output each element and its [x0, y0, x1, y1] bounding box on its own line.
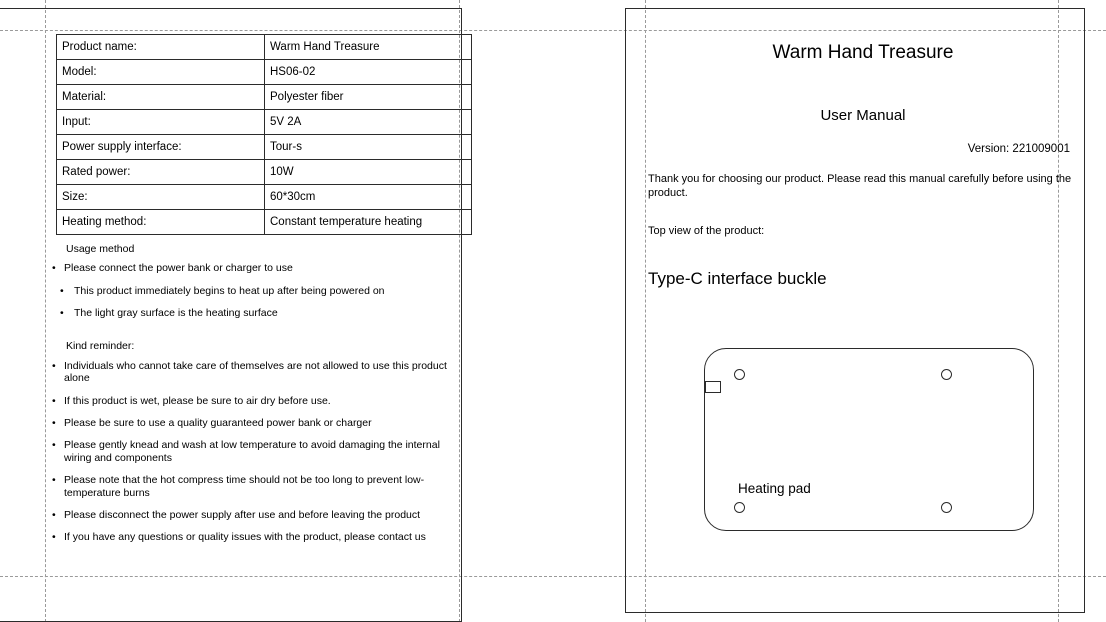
bullet-icon: • — [60, 284, 64, 297]
spec-key: Heating method: — [57, 210, 265, 235]
spec-value: Warm Hand Treasure — [265, 35, 472, 60]
usage-title: Usage method — [66, 243, 135, 255]
top-view-label: Top view of the product: — [648, 225, 765, 237]
usage-item-text: Please connect the power bank or charger to use — [64, 262, 293, 275]
type-c-interface-label: Type-C interface buckle — [648, 269, 827, 288]
spec-value: HS06-02 — [265, 60, 472, 85]
version-label: Version: 221009001 — [967, 143, 1070, 155]
bullet-icon: • — [52, 531, 56, 544]
pad-hole-icon — [941, 369, 952, 380]
spec-key: Product name: — [57, 35, 265, 60]
bullet-icon: • — [52, 262, 56, 275]
reminder-item-text: Please note that the hot compress time should not be too long to prevent low-temperature burns — [64, 474, 425, 499]
reminder-item-text: If you have any questions or quality issues with the product, please contact us — [64, 531, 426, 544]
spec-key: Model: — [57, 60, 265, 85]
spec-value: Tour-s — [265, 135, 472, 160]
reminder-item-text: If this product is wet, please be sure to air dry before use. — [64, 394, 331, 407]
bullet-icon: • — [52, 508, 56, 521]
spec-key: Rated power: — [57, 160, 265, 185]
pad-hole-icon — [734, 502, 745, 513]
table-row — [57, 110, 472, 135]
reminder-item-text: Individuals who cannot take care of themselves are not allowed to use this product alone — [64, 359, 447, 385]
reminder-item — [52, 439, 456, 464]
bullet-icon: • — [52, 394, 56, 407]
spec-value: 5V 2A — [265, 110, 472, 135]
usage-item-text: This product immediately begins to heat up after being powered on — [74, 284, 385, 297]
reminder-item — [52, 360, 456, 385]
reminder-title: Kind reminder: — [66, 339, 135, 352]
spec-key: Power supply interface: — [57, 135, 265, 160]
bullet-icon: • — [52, 439, 56, 452]
bullet-icon: • — [60, 307, 64, 320]
table-row — [57, 185, 472, 210]
usage-item — [52, 307, 456, 319]
right-page — [620, 0, 1106, 622]
spec-value: Polyester fiber — [265, 85, 472, 110]
bullet-icon: • — [52, 417, 56, 429]
heating-pad-diagram — [704, 348, 1034, 531]
spec-key: Input: — [57, 110, 265, 135]
left-page — [0, 0, 480, 622]
table-row — [57, 60, 472, 85]
type-c-buckle-icon — [705, 381, 721, 393]
heating-pad-label: Heating pad — [738, 481, 811, 496]
reminder-item-text: Please gently knead and wash at low temperature to avoid damaging the internal wiring and components — [64, 439, 440, 464]
thanks-paragraph: Thank you for choosing our product. Please read this manual carefully before using the product. — [648, 173, 1072, 199]
reminder-item — [52, 509, 456, 521]
table-row — [57, 85, 472, 110]
spec-value: 10W — [265, 160, 472, 185]
usage-item — [52, 285, 456, 297]
spec-key: Material: — [57, 85, 265, 110]
bullet-icon: • — [52, 359, 56, 372]
usage-item-text: The light gray surface is the heating surface — [74, 307, 278, 320]
reminder-item-text: Please disconnect the power supply after use and before leaving the product — [64, 508, 421, 521]
spec-value: Constant temperature heating — [265, 210, 472, 235]
usage-section — [52, 243, 456, 554]
reminder-item — [52, 395, 456, 407]
bullet-icon: • — [52, 474, 56, 487]
table-row — [57, 160, 472, 185]
usage-item — [52, 262, 456, 274]
reminder-item — [52, 474, 456, 499]
manual-title: Warm Hand Treasure — [772, 42, 954, 63]
manual-subtitle: User Manual — [820, 107, 906, 124]
reminder-item-text: Please be sure to use a quality guaranteed power bank or charger — [64, 417, 372, 429]
spec-key: Size: — [57, 185, 265, 210]
table-row — [57, 210, 472, 235]
pad-hole-icon — [941, 502, 952, 513]
table-row — [57, 135, 472, 160]
pad-hole-icon — [734, 369, 745, 380]
reminder-item — [52, 531, 456, 543]
spec-value: 60*30cm — [265, 185, 472, 210]
reminder-item — [52, 417, 456, 429]
specification-table — [56, 34, 472, 235]
table-row — [57, 35, 472, 60]
